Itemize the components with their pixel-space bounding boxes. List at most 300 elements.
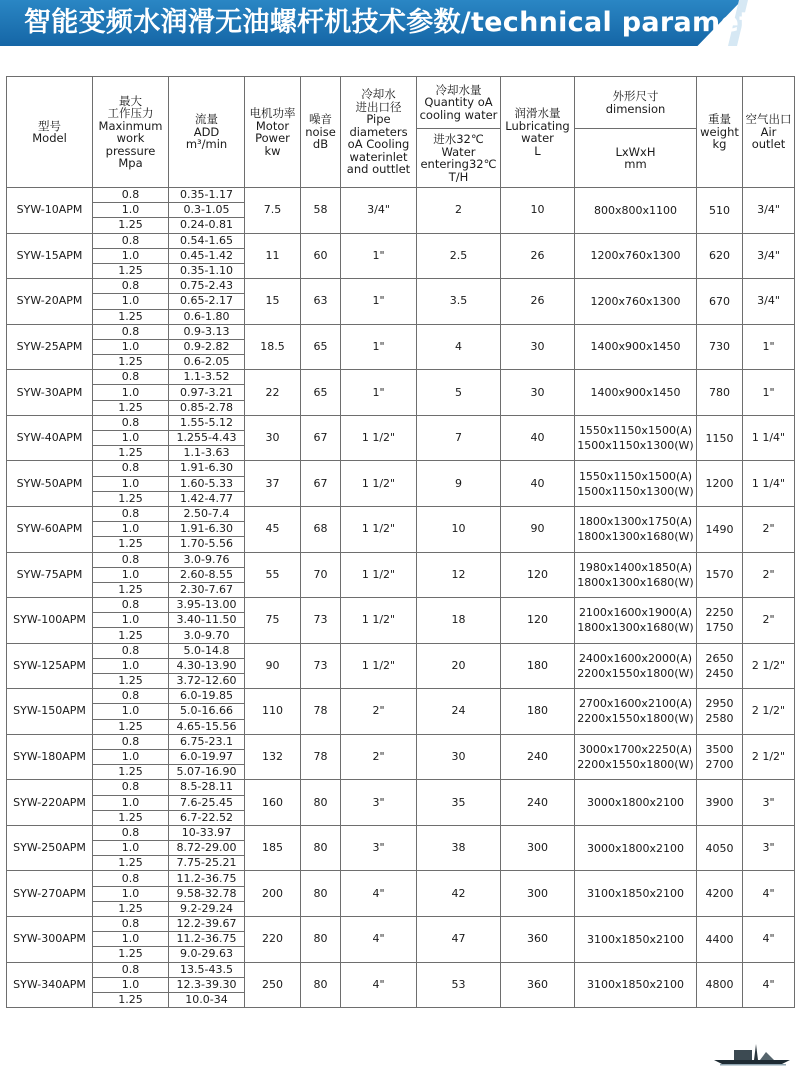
pressure-cell: 0.8 (93, 506, 169, 521)
lubricating-water-cell: 90 (501, 506, 575, 552)
pressure-cell: 1.0 (93, 613, 169, 628)
pressure-cell: 1.25 (93, 901, 169, 916)
flow-cell: 3.95-13.00 (169, 598, 245, 613)
noise-cell: 80 (301, 780, 341, 826)
weight-cell-line: 2700 (705, 758, 734, 772)
header-line: Motor (255, 118, 290, 133)
motor-power-cell: 15 (245, 279, 301, 325)
model-cell: SYW-270APM (7, 871, 93, 917)
pipe-diameter-cell: 1 1/2" (341, 552, 417, 598)
page-title: 智能变频水润滑无油螺杆机技术参数/technical parameter (24, 7, 785, 38)
flow-cell: 11.2-36.75 (169, 932, 245, 947)
dimension-cell (575, 780, 697, 826)
noise-cell: 73 (301, 643, 341, 689)
weight-cell-line: 4800 (705, 978, 734, 992)
pressure-cell: 0.8 (93, 233, 169, 248)
motor-power-cell: 7.5 (245, 188, 301, 234)
table-row (7, 871, 795, 886)
noise-cell: 65 (301, 324, 341, 370)
cooling-water-cell: 53 (417, 962, 501, 1008)
air-outlet-cell: 2" (743, 552, 795, 598)
model-cell: SYW-40APM (7, 415, 93, 461)
dimension-cell (575, 233, 697, 279)
air-outlet-cell: 1 1/4" (743, 461, 795, 507)
dimension-cell-line: 1200x760x1300 (590, 294, 681, 308)
weight-cell-line: 4050 (705, 841, 734, 855)
lubricating-water-cell: 300 (501, 871, 575, 917)
dimension-cell-line: 1500x1150x1300(W) (577, 484, 694, 498)
weight-cell-line: 3900 (705, 796, 734, 810)
dimension-cell (575, 962, 697, 1008)
lubricating-water-cell: 360 (501, 962, 575, 1008)
pressure-cell: 1.0 (93, 248, 169, 263)
table-row (7, 370, 795, 385)
dimension-cell (575, 598, 697, 644)
header-line: L (534, 143, 541, 158)
pressure-cell: 0.8 (93, 780, 169, 795)
header-pressure (93, 77, 169, 188)
flow-cell: 1.1-3.52 (169, 370, 245, 385)
pressure-cell: 0.8 (93, 871, 169, 886)
motor-power-cell: 160 (245, 780, 301, 826)
cooling-water-cell: 7 (417, 415, 501, 461)
header-line: 空气出口 (745, 112, 792, 127)
flow-cell: 6.0-19.97 (169, 749, 245, 764)
motor-power-cell: 37 (245, 461, 301, 507)
dimension-cell-line: 2200x1550x1800(W) (577, 758, 694, 772)
motor-power-cell: 220 (245, 917, 301, 963)
noise-cell: 80 (301, 871, 341, 917)
pressure-cell: 1.0 (93, 385, 169, 400)
pressure-cell: 1.25 (93, 355, 169, 370)
weight-cell (697, 825, 743, 871)
flow-cell: 10.0-34 (169, 992, 245, 1007)
pressure-cell: 1.25 (93, 628, 169, 643)
header-line: ADD (193, 124, 220, 139)
motor-power-cell: 90 (245, 643, 301, 689)
pressure-cell: 1.0 (93, 567, 169, 582)
pressure-cell: 1.0 (93, 431, 169, 446)
weight-cell (697, 415, 743, 461)
flow-cell: 1.70-5.56 (169, 537, 245, 552)
flow-cell: 1.91-6.30 (169, 522, 245, 537)
lubricating-water-cell: 240 (501, 780, 575, 826)
motor-power-cell: 200 (245, 871, 301, 917)
pressure-cell: 1.25 (93, 856, 169, 871)
header-cooling-water-quantity (417, 77, 501, 129)
lubricating-water-cell: 240 (501, 734, 575, 780)
table-row (7, 734, 795, 749)
pressure-cell: 0.8 (93, 188, 169, 203)
flow-cell: 5.0-14.8 (169, 643, 245, 658)
flow-cell: 0.85-2.78 (169, 400, 245, 415)
dimension-cell-line: 1800x1300x1680(W) (577, 621, 694, 635)
weight-cell-line: 2950 (705, 697, 734, 711)
pressure-cell: 1.25 (93, 537, 169, 552)
weight-cell (697, 506, 743, 552)
pipe-diameter-cell: 2" (341, 689, 417, 735)
lubricating-water-cell: 120 (501, 598, 575, 644)
weight-cell (697, 871, 743, 917)
pressure-cell: 1.25 (93, 263, 169, 278)
lubricating-water-cell: 26 (501, 279, 575, 325)
header-line: T/H (448, 169, 469, 184)
dimension-cell-line: 1550x1150x1500(A) (578, 469, 693, 483)
cooling-water-cell: 18 (417, 598, 501, 644)
flow-cell: 0.9-3.13 (169, 324, 245, 339)
pressure-cell: 1.25 (93, 400, 169, 415)
lubricating-water-cell: 40 (501, 415, 575, 461)
pressure-cell: 0.8 (93, 598, 169, 613)
weight-cell (697, 461, 743, 507)
air-outlet-cell: 2" (743, 506, 795, 552)
model-cell: SYW-150APM (7, 689, 93, 735)
cooling-water-cell: 2.5 (417, 233, 501, 279)
model-cell: SYW-250APM (7, 825, 93, 871)
pressure-cell: 0.8 (93, 324, 169, 339)
pipe-diameter-cell: 1 1/2" (341, 461, 417, 507)
flow-cell: 12.3-39.30 (169, 977, 245, 992)
table-row (7, 324, 795, 339)
dimension-cell-line: 1800x1300x1750(A) (578, 515, 693, 529)
air-outlet-cell: 2 1/2" (743, 734, 795, 780)
weight-cell-line: 1200 (705, 477, 734, 491)
model-cell: SYW-100APM (7, 598, 93, 644)
dimension-cell-line: 2200x1550x1800(W) (577, 666, 694, 680)
header-line: mm (624, 157, 647, 171)
header-model (7, 77, 93, 188)
pipe-diameter-cell: 1" (341, 324, 417, 370)
pipe-diameter-cell: 1" (341, 233, 417, 279)
model-cell: SYW-30APM (7, 370, 93, 416)
lubricating-water-cell: 120 (501, 552, 575, 598)
motor-power-cell: 75 (245, 598, 301, 644)
header-line: waterinlet (349, 149, 408, 164)
table-row (7, 825, 795, 840)
pipe-diameter-cell: 3" (341, 825, 417, 871)
header-noise (301, 77, 341, 188)
air-outlet-cell: 4" (743, 917, 795, 963)
lubricating-water-cell: 26 (501, 233, 575, 279)
flow-cell: 1.42-4.77 (169, 491, 245, 506)
flow-cell: 0.3-1.05 (169, 203, 245, 218)
pressure-cell: 0.8 (93, 552, 169, 567)
weight-cell-line: 3500 (705, 743, 734, 757)
air-outlet-cell: 1" (743, 370, 795, 416)
weight-cell (697, 188, 743, 234)
dimension-cell (575, 643, 697, 689)
noise-cell: 80 (301, 962, 341, 1008)
header-pipe-diameter (341, 77, 417, 188)
pressure-cell: 1.0 (93, 841, 169, 856)
header-weight (697, 77, 743, 188)
weight-cell-line: 4200 (705, 887, 734, 901)
noise-cell: 67 (301, 415, 341, 461)
flow-cell: 3.40-11.50 (169, 613, 245, 628)
weight-cell-line: 1750 (705, 621, 734, 635)
flow-cell: 2.50-7.4 (169, 506, 245, 521)
flow-cell: 3.0-9.70 (169, 628, 245, 643)
pressure-cell: 0.8 (93, 643, 169, 658)
weight-cell-line: 2580 (705, 712, 734, 726)
model-cell: SYW-180APM (7, 734, 93, 780)
header-dimension (575, 77, 697, 129)
pipe-diameter-cell: 3/4" (341, 188, 417, 234)
pressure-cell: 0.8 (93, 279, 169, 294)
dimension-cell (575, 188, 697, 234)
header-line: 进水32℃ (433, 132, 484, 146)
table-row (7, 917, 795, 932)
header-line: kg (712, 137, 727, 152)
flow-cell: 1.91-6.30 (169, 461, 245, 476)
noise-cell: 78 (301, 734, 341, 780)
pressure-cell: 1.0 (93, 704, 169, 719)
dimension-cell-line: 1200x760x1300 (590, 249, 681, 263)
pressure-cell: 0.8 (93, 734, 169, 749)
motor-power-cell: 22 (245, 370, 301, 416)
flow-cell: 0.35-1.10 (169, 263, 245, 278)
header-line: oA Cooling (347, 137, 410, 152)
motor-power-cell: 18.5 (245, 324, 301, 370)
dimension-cell (575, 506, 697, 552)
header-line: and outtlet (346, 162, 411, 177)
pressure-cell: 1.25 (93, 491, 169, 506)
dimension-cell (575, 871, 697, 917)
pressure-cell: 0.8 (93, 917, 169, 932)
pipe-diameter-cell: 1 1/2" (341, 643, 417, 689)
table-row (7, 506, 795, 521)
cooling-water-cell: 24 (417, 689, 501, 735)
noise-cell: 63 (301, 279, 341, 325)
flow-cell: 4.30-13.90 (169, 658, 245, 673)
model-cell: SYW-300APM (7, 917, 93, 963)
table-row (7, 962, 795, 977)
header-water-entering (417, 129, 501, 188)
dimension-cell (575, 370, 697, 416)
header-line: 电机功率 (249, 106, 296, 120)
pressure-cell: 1.25 (93, 810, 169, 825)
pressure-cell: 1.0 (93, 749, 169, 764)
air-outlet-cell: 3/4" (743, 279, 795, 325)
header-line: pressure (105, 143, 156, 158)
flow-cell: 5.0-16.66 (169, 704, 245, 719)
pressure-cell: 0.8 (93, 461, 169, 476)
pressure-cell: 0.8 (93, 415, 169, 430)
dimension-cell-line: 1800x1300x1680(W) (577, 575, 694, 589)
flow-cell: 0.45-1.42 (169, 248, 245, 263)
pressure-cell: 1.25 (93, 582, 169, 597)
header-line: LxWxH (615, 144, 656, 159)
noise-cell: 78 (301, 689, 341, 735)
lubricating-water-cell: 30 (501, 324, 575, 370)
weight-cell-line: 2650 (705, 651, 734, 665)
dimension-cell-line: 2700x1600x2100(A) (578, 697, 693, 711)
pressure-cell: 1.0 (93, 977, 169, 992)
lubricating-water-cell: 360 (501, 917, 575, 963)
table-row (7, 415, 795, 430)
dimension-cell-line: 3000x1800x2100 (586, 841, 684, 855)
table-row (7, 233, 795, 248)
dimension-cell-line: 800x800x1100 (593, 203, 677, 217)
flow-cell: 6.75-23.1 (169, 734, 245, 749)
weight-cell (697, 962, 743, 1008)
pressure-cell: 0.8 (93, 689, 169, 704)
pressure-cell: 0.8 (93, 825, 169, 840)
weight-cell-line: 2250 (705, 606, 734, 620)
flow-cell: 0.6-1.80 (169, 309, 245, 324)
air-outlet-cell: 2 1/2" (743, 689, 795, 735)
motor-power-cell: 11 (245, 233, 301, 279)
dimension-cell-line: 3000x1800x2100 (586, 796, 684, 810)
noise-cell: 60 (301, 233, 341, 279)
weight-cell-line: 620 (709, 249, 730, 263)
noise-cell: 68 (301, 506, 341, 552)
lubricating-water-cell: 40 (501, 461, 575, 507)
air-outlet-cell: 3" (743, 780, 795, 826)
dimension-cell-line: 3100x1850x2100 (586, 887, 684, 901)
pressure-cell: 0.8 (93, 962, 169, 977)
dimension-cell-line: 3100x1850x2100 (586, 978, 684, 992)
table-row (7, 643, 795, 658)
dimension-cell (575, 461, 697, 507)
flow-cell: 0.35-1.17 (169, 188, 245, 203)
cooling-water-cell: 30 (417, 734, 501, 780)
cooling-water-cell: 5 (417, 370, 501, 416)
cooling-water-cell: 20 (417, 643, 501, 689)
noise-cell: 73 (301, 598, 341, 644)
pressure-cell: 1.25 (93, 992, 169, 1007)
air-outlet-cell: 4" (743, 962, 795, 1008)
header-line: Air (760, 124, 777, 139)
air-outlet-cell: 3/4" (743, 188, 795, 234)
pipe-diameter-cell: 1" (341, 279, 417, 325)
flow-cell: 3.72-12.60 (169, 674, 245, 689)
air-outlet-cell: 3/4" (743, 233, 795, 279)
pipe-diameter-cell: 3" (341, 780, 417, 826)
header-line: Water (441, 144, 476, 159)
flow-cell: 13.5-43.5 (169, 962, 245, 977)
pressure-cell: 1.0 (93, 658, 169, 673)
header-line: Mpa (118, 156, 143, 170)
header-line: water (521, 131, 554, 145)
flow-cell: 0.24-0.81 (169, 218, 245, 233)
lubricating-water-cell: 300 (501, 825, 575, 871)
noise-cell: 80 (301, 825, 341, 871)
table-row (7, 552, 795, 567)
noise-cell: 80 (301, 917, 341, 963)
pressure-cell: 1.0 (93, 203, 169, 218)
air-outlet-cell: 2" (743, 598, 795, 644)
flow-cell: 3.0-9.76 (169, 552, 245, 567)
weight-cell (697, 689, 743, 735)
header-line: 噪音 (309, 112, 332, 127)
flow-cell: 0.6-2.05 (169, 355, 245, 370)
cooling-water-cell: 10 (417, 506, 501, 552)
flow-cell: 9.2-29.24 (169, 901, 245, 916)
air-outlet-cell: 1 1/4" (743, 415, 795, 461)
header-motor-power (245, 77, 301, 188)
noise-cell: 70 (301, 552, 341, 598)
pressure-cell: 1.0 (93, 886, 169, 901)
model-cell: SYW-25APM (7, 324, 93, 370)
model-cell: SYW-125APM (7, 643, 93, 689)
table-row (7, 279, 795, 294)
air-outlet-cell: 3" (743, 825, 795, 871)
header-line: Power (255, 131, 290, 145)
air-outlet-cell: 2 1/2" (743, 643, 795, 689)
header-line: Model (32, 131, 67, 145)
pressure-cell: 1.0 (93, 339, 169, 354)
model-cell: SYW-20APM (7, 279, 93, 325)
flow-cell: 1.55-5.12 (169, 415, 245, 430)
table-row (7, 461, 795, 476)
header-line: dB (312, 137, 329, 152)
pressure-cell: 1.25 (93, 446, 169, 461)
dimension-cell (575, 324, 697, 370)
dimension-cell-line: 3100x1850x2100 (586, 932, 684, 946)
pressure-cell: 1.25 (93, 218, 169, 233)
technical-parameter-table (6, 76, 795, 1008)
cooling-water-cell: 4 (417, 324, 501, 370)
weight-cell (697, 233, 743, 279)
flow-cell: 7.75-25.21 (169, 856, 245, 871)
header-line: 工作压力 (107, 106, 154, 120)
dimension-cell (575, 279, 697, 325)
table-row (7, 188, 795, 203)
weight-cell (697, 734, 743, 780)
pipe-diameter-cell: 1" (341, 370, 417, 416)
pipe-diameter-cell: 4" (341, 871, 417, 917)
dimension-cell-line: 1800x1300x1680(W) (577, 530, 694, 544)
header-line: dimension (605, 101, 666, 116)
pressure-cell: 1.25 (93, 765, 169, 780)
header-line: Pipe (366, 112, 391, 127)
header-line: outlet (751, 137, 786, 152)
weight-cell-line: 510 (709, 203, 730, 217)
header-line: 冷却水量 (435, 82, 482, 97)
dimension-cell (575, 825, 697, 871)
weight-cell (697, 643, 743, 689)
pipe-diameter-cell: 1 1/2" (341, 598, 417, 644)
cooling-water-cell: 35 (417, 780, 501, 826)
dimension-cell (575, 734, 697, 780)
cooling-water-cell: 47 (417, 917, 501, 963)
cooling-water-cell: 2 (417, 188, 501, 234)
weight-cell (697, 279, 743, 325)
weight-cell-line: 780 (709, 386, 730, 400)
pressure-cell: 0.8 (93, 370, 169, 385)
flow-cell: 0.97-3.21 (169, 385, 245, 400)
header-line: 润滑水量 (514, 106, 561, 120)
header-flow (169, 77, 245, 188)
flow-cell: 1.255-4.43 (169, 431, 245, 446)
dimension-cell (575, 415, 697, 461)
cooling-water-cell: 3.5 (417, 279, 501, 325)
dimension-cell-line: 1500x1150x1300(W) (577, 439, 694, 453)
model-cell: SYW-60APM (7, 506, 93, 552)
model-cell: SYW-75APM (7, 552, 93, 598)
pressure-cell: 1.0 (93, 522, 169, 537)
pipe-diameter-cell: 2" (341, 734, 417, 780)
flow-cell: 8.5-28.11 (169, 780, 245, 795)
header-air-outlet (743, 77, 795, 188)
motor-power-cell: 45 (245, 506, 301, 552)
motor-power-cell: 132 (245, 734, 301, 780)
header-line: weight (700, 124, 739, 139)
flow-cell: 0.65-2.17 (169, 294, 245, 309)
header-line: 流量 (195, 112, 218, 127)
model-cell: SYW-340APM (7, 962, 93, 1008)
